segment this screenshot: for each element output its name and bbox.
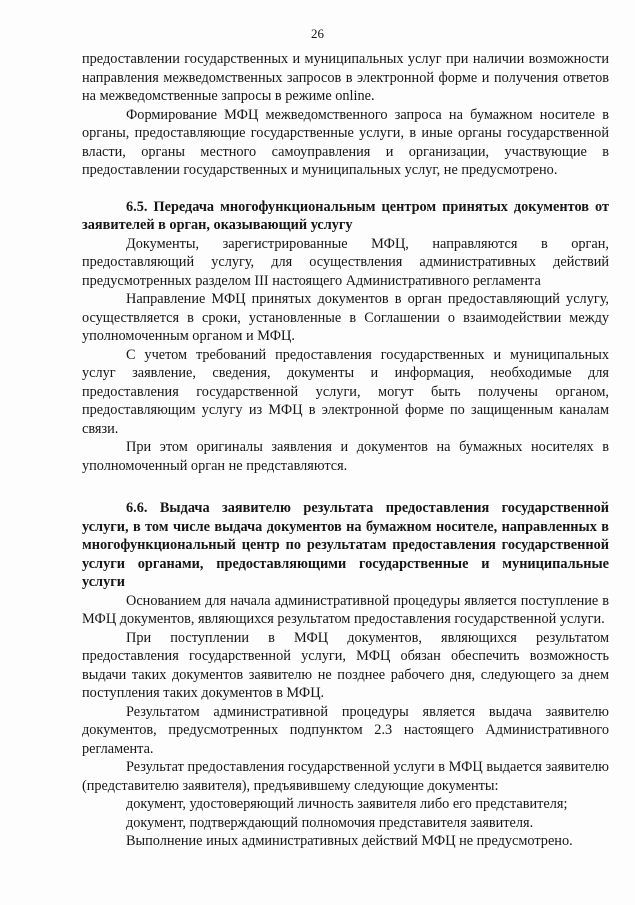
section-heading-6-6: 6.6. Выдача заявителю результата предоставления государственной услуги, в том числе выдача документов на бумажном носителе, направленных в многофункциональный центр по результатам предоставления государственной услуги органами, предоставляющими государственные и муниципальные услуги xyxy=(82,500,609,590)
paragraph-originals: При этом оригиналы заявления и документов на бумажных носителях в уполномоченный орган не представляются. xyxy=(82,439,609,474)
list-item-authority-document: документ, подтверждающий полномочия представителя заявителя. xyxy=(126,814,534,831)
paragraph-result-issuance: Результат предоставления государственной услуги в МФЦ выдается заявителю (представителю заявителя), предъявившему следующие документы: xyxy=(82,759,609,794)
paragraph-procedure-basis: Основанием для начала административной процедуры является поступление в МФЦ документов, являющихся результатом предоставления государственной услуги. xyxy=(82,592,609,627)
paragraph-other-actions: Выполнение иных административных действий МФЦ не предусмотрено. xyxy=(126,833,573,849)
paragraph-issuance-deadline: При поступлении в МФЦ документов, являющихся результатом предоставления государственной услуги, МФЦ обязан обеспечить возможность выдачи таких документов заявителю не позднее рабочего дня, следующего за днем поступления таких документов в МФЦ. xyxy=(82,629,609,701)
paragraph-electronic-channels: С учетом требований предоставления государственных и муниципальных услуг заявление, сведения, документы и информация, необходимые для предоставления государственной услуги, могут быть получены органом, предоставляющим услугу из МФЦ в электронной форме по защищенным каналам связи. xyxy=(82,346,609,437)
paragraph-continuation: предоставлении государственных и муниципальных услуг при наличии возможности направления межведомственных запросов в электронной форме и получения ответов на межведомственные запросы в режиме online. xyxy=(82,51,609,104)
paragraph-procedure-result: Результатом административной процедуры является выдача заявителю документов, предусмотренных подпунктом 2.3 настоящего Административного регламента. xyxy=(82,703,609,757)
paragraph-registered-documents: Документы, зарегистрированные МФЦ, направляются в орган, предоставляющий услугу, для осуществления административных действий предусмотренных разделом III настоящего Административного регламента xyxy=(82,235,609,289)
section-heading-6-5: 6.5. Передача многофункциональным центром принятых документов от заявителей в орган, оказывающий услугу xyxy=(82,198,609,233)
paragraph-mfc-request: Формирование МФЦ межведомственного запроса на бумажном носителе в органы, предоставляющие государственные услуги, в иные органы государственной власти, органы местного самоуправления и организации, участвующие в предоставлении государственных и муниципальных услуг, не предусмотрено. xyxy=(82,106,609,178)
paragraph-transfer-terms: Направление МФЦ принятых документов в орган предоставляющий услугу, осуществляется в сроки, установленные в Соглашении о взаимодействии между уполномоченным органом и МФЦ. xyxy=(82,291,609,344)
page-number: 26 xyxy=(311,26,324,41)
document-body xyxy=(82,50,609,851)
list-item-identity-document: документ, удостоверяющий личность заявителя либо его представителя; xyxy=(126,796,568,812)
